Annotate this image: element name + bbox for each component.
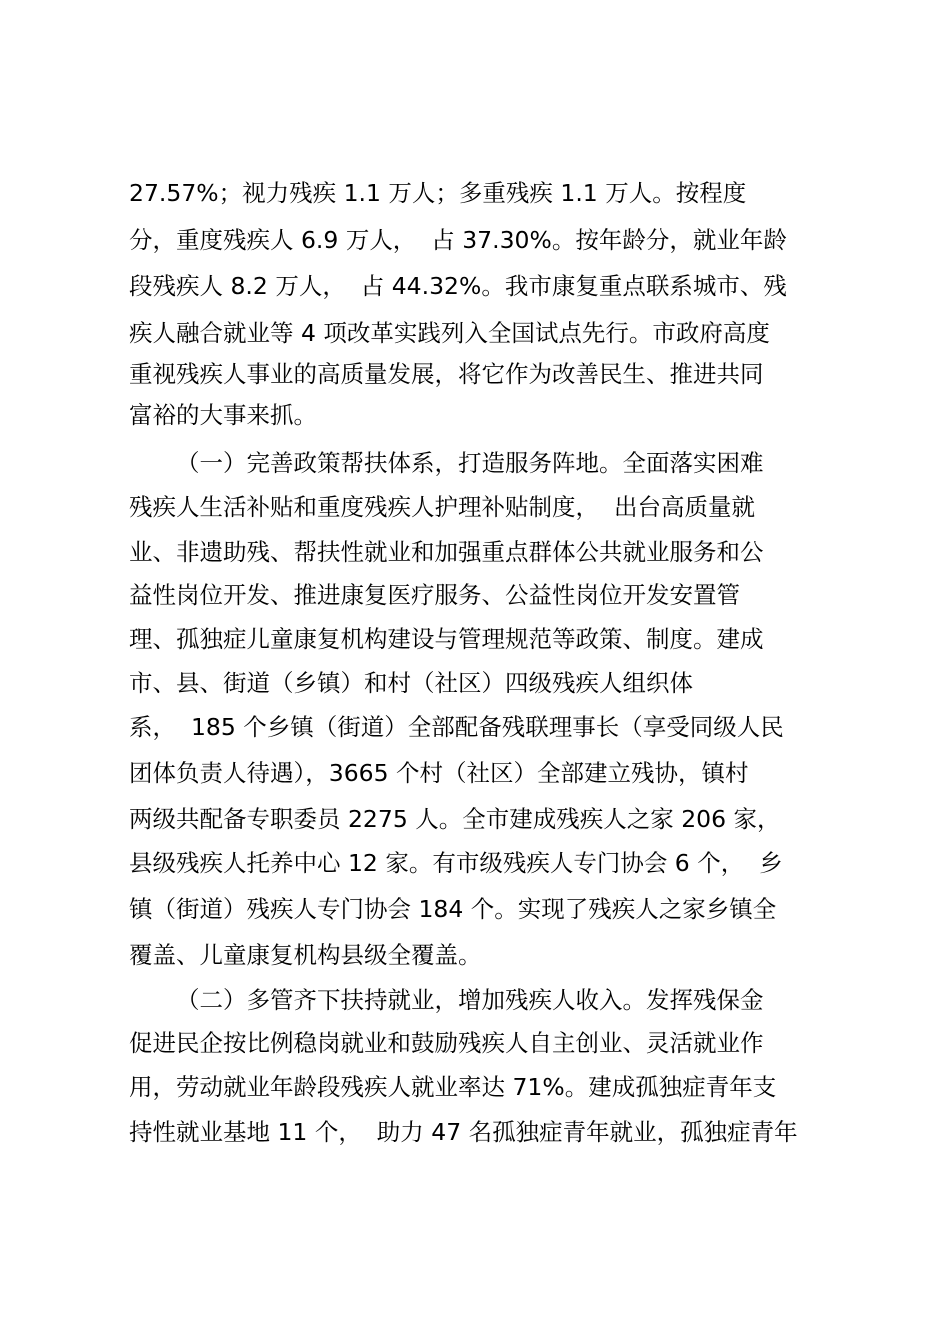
text-line: 分，重度残疾人 6.9 万人， 占 37.30%。按年龄分，就业年龄 (129, 226, 787, 254)
text-line: 益性岗位开发、推进康复医疗服务、公益性岗位开发安置管 (129, 581, 740, 609)
text-line: 27.57%；视力残疾 1.1 万人；多重残疾 1.1 万人。按程度 (129, 179, 747, 207)
text-line: 疾人融合就业等 4 项改革实践列入全国试点先行。市政府高度 (129, 319, 770, 347)
text-line: 系， 185 个乡镇（街道）全部配备残联理事长（享受同级人民 (129, 713, 784, 741)
text-line: 覆盖、儿童康复机构县级全覆盖。 (129, 941, 482, 969)
text-line: 促进民企按比例稳岗就业和鼓励残疾人自主创业、灵活就业作 (129, 1029, 764, 1057)
text-line: 重视残疾人事业的高质量发展，将它作为改善民生、推进共同 (129, 360, 764, 388)
text-line: 团体负责人待遇），3665 个村（社区）全部建立残协，镇村 (129, 759, 749, 787)
text-line: 业、非遗助残、帮扶性就业和加强重点群体公共就业服务和公 (129, 538, 764, 566)
text-line: 两级共配备专职委员 2275 人。全市建成残疾人之家 206 家， (129, 805, 781, 833)
text-line: 市、县、街道（乡镇）和村（社区）四级残疾人组织体 (129, 669, 693, 697)
text-line: 段残疾人 8.2 万人， 占 44.32%。我市康复重点联系城市、残 (129, 272, 787, 300)
text-line: 县级残疾人托养中心 12 家。有市级残疾人专门协会 6 个， 乡 (129, 849, 783, 877)
paragraph-1-heading-line: （一）完善政策帮扶体系，打造服务阵地。全面落实困难 (176, 449, 764, 477)
text-line: 用，劳动就业年龄段残疾人就业率达 71%。建成孤独症青年支 (129, 1073, 777, 1101)
text-line: 富裕的大事来抓。 (129, 401, 317, 429)
paragraph-2-heading-line: （二）多管齐下扶持就业，增加残疾人收入。发挥残保金 (176, 986, 764, 1014)
text-line: 持性就业基地 11 个， 助力 47 名孤独症青年就业，孤独症青年 (129, 1118, 798, 1146)
text-line: 理、孤独症儿童康复机构建设与管理规范等政策、制度。建成 (129, 625, 764, 653)
text-line: 镇（街道）残疾人专门协会 184 个。实现了残疾人之家乡镇全 (129, 895, 777, 923)
text-line: 残疾人生活补贴和重度残疾人护理补贴制度， 出台高质量就 (129, 493, 755, 521)
